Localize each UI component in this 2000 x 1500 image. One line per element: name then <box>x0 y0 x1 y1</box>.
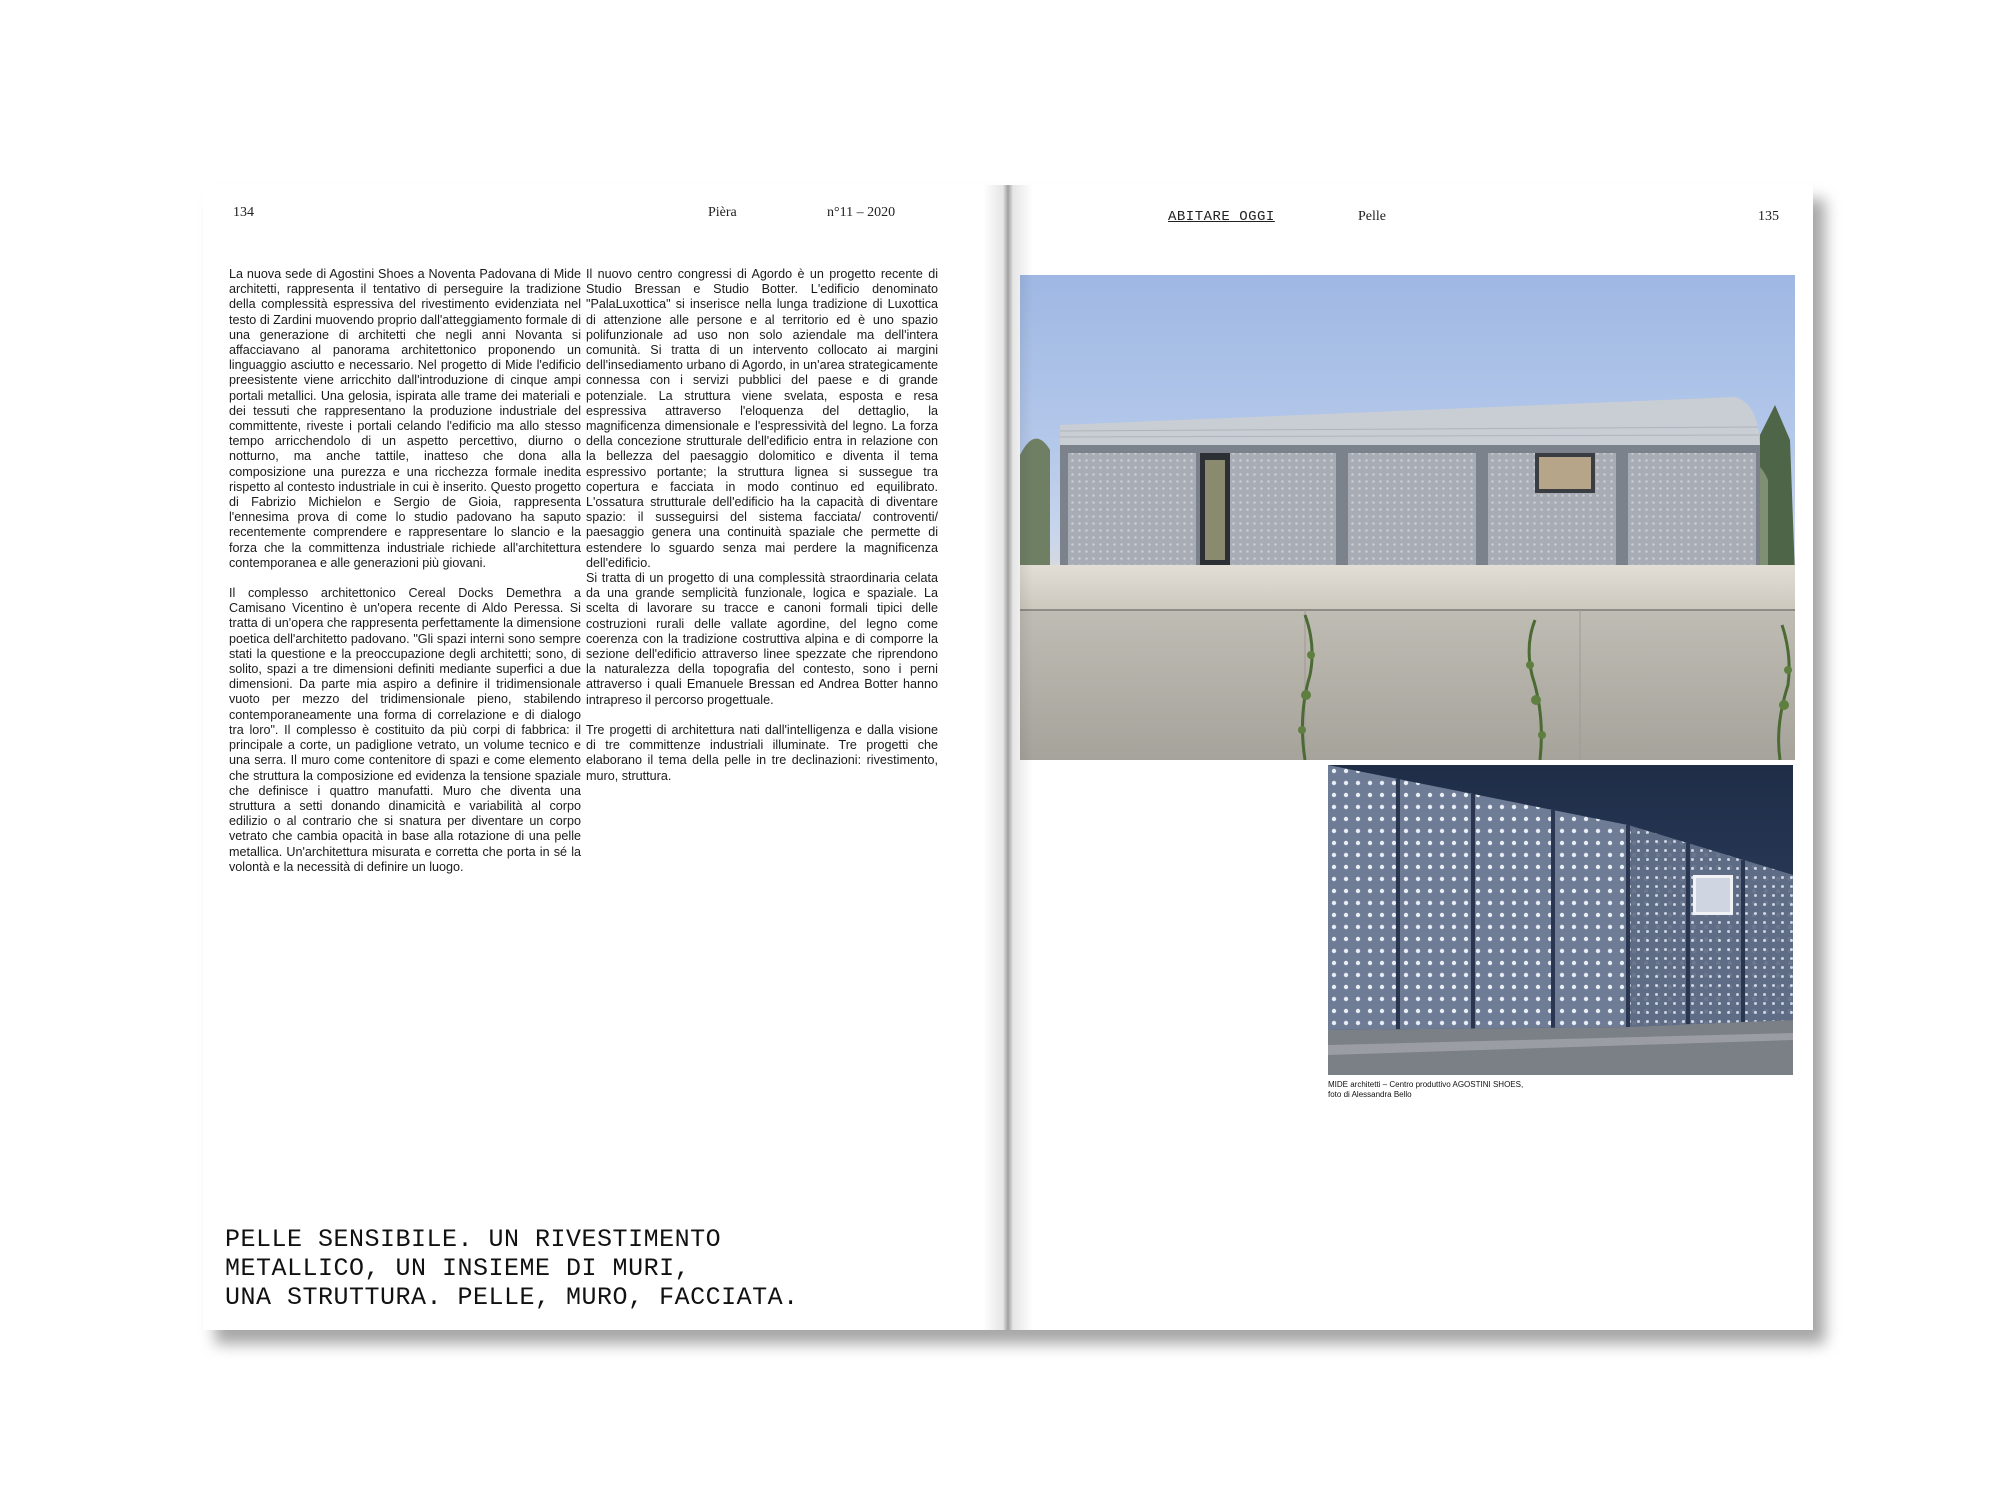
pull-quote-line: PELLE SENSIBILE. UN RIVESTIMENTO <box>225 1225 722 1254</box>
magazine-spread <box>203 185 1813 1330</box>
pull-quote-line: METALLICO, UN INSIEME DI MURI, <box>225 1254 691 1283</box>
pull-quote <box>225 1225 945 1312</box>
text-column-2 <box>586 267 938 799</box>
left-page <box>203 185 1008 1330</box>
text-column-1 <box>229 267 581 890</box>
building-photo-day <box>1020 275 1795 760</box>
paragraph-agordo: Il nuovo centro congressi di Agordo è un progetto recente di Studio Bressan e Studio Botter. L'edificio denominato "PalaLuxottica" si inserisce nella lunga tradizione di Luxottica di attenzione alle persone e al territorio ed è uno spazio polifunzionale ad uso non solo aziendale ma dell'intera comunità. Si tratta di un intervento collocato ai margini dell'insediamento urbano di Agordo, in un'area strategicamente connessa con i servizi pubblici del paese e di grande potenziale. La struttura viene svelata, esposta e resa espressiva attraverso l'eloquenza del dettaglio, la magnificenza dimensionale e l'espressività del legno. La forza della concezione strutturale dell'edificio entra in relazione con la bellezza del paesaggio dolomitico e diventa il tema espressivo portante; la struttura lignea si susseguе tra copertura e facciata in modo continuo ed equilibrato. L'ossatura strutturale dell'edificio ha la capacità di diventare spazio: il susseguirsi del sistema facciata/ controventi/ paesaggio genera una continuità spaziale che permette di estendere lo sguardo senza mai perdere la magnificenza dell'edificio. <box>586 267 938 570</box>
section-title: ABITARE OGGI <box>1168 209 1275 225</box>
caption-line: foto di Alessandra Bello <box>1328 1090 1412 1099</box>
building-photo-night <box>1328 765 1793 1075</box>
right-page <box>1008 185 1813 1330</box>
pull-quote-line: UNA STRUTTURA. PELLE, MURO, FACCIATA. <box>225 1283 799 1312</box>
paragraph-agostini: La nuova sede di Agostini Shoes a Noventa Padovana di Mide architetti, rappresenta il tentativo di perseguire la tradizione della complessità espressiva del rivestimento evidenziata nel testo di Zardini muovendo proprio dall'atteggiamento formale di una generazione di architetti che negli anni Novanta si affacciavano al panorama architettonico proponendo un linguaggio asciutto e necessario. Nel progetto di Mide l'edificio preesistente viene arricchito dall'introduzione di cinque ampi portali metallici. Una gelosia, ispirata alle trame dei materiali e dei tessuti che rappresentano la produzione industriale del committente, riveste i portali celando l'edificio ma allo stesso tempo arricchendolo di un aspetto percettivo, diurno o notturno, ma anche tattile, inatteso che dona alla composizione una purezza e una ricchezza formale inedita rispetto al contesto industriale in cui è inserito. Questo progetto di Fabrizio Michielon e Sergio de Gioia, rappresenta l'ennesima prova di come lo studio padovano ha saputo recentemente comprendere e rappresentare lo slancio e la forza che la committenza industriale richiede all'architettura contemporanea e alle generazioni più giovani. <box>229 267 581 570</box>
magazine-title: Pièra <box>708 205 737 220</box>
photo-caption <box>1328 1080 1628 1100</box>
page-number: 135 <box>1758 209 1779 224</box>
paragraph-cereal-docks: Il complesso architettonico Cereal Docks Demethra a Camisano Vicentino è un'opera recente di Aldo Peressa. Si tratta di un'opera che rappresenta perfettamente la dimensione poetica dell'architetto padovano. "Gli spazi interni sono sempre stati la questione e la preoccupazione degli architetti; sono, di solito, spazi a tre dimensioni definiti mediante superfici a due dimensioni. Da parte mia aspiro a definire il tridimensionale vuoto per mezzo del tridimensionale pieno, stabilendo contemporaneamente una forma di correlazione e di dialogo tra loro". Il complesso è costituito da più corpi di fabbrica: il principale a corte, un padiglione vetrato, un volume tecnico e una serra. Il muro come contenitore di spazi e come elemento che struttura la composizione ed evidenza la tensione spaziale che definisce i quattro manufatti. Muro che diventa una struttura a setti donando dinamicità e variabilità al corpo edilizio o al contrario che si snatura per diventare un corpo vetrato che cambia opacità in base alla rotazione di una pelle metallica. Un'architettura misurata e corretta che porta in sé la volontà e la necessità di definire un luogo. <box>229 586 581 874</box>
page-number: 134 <box>233 205 254 220</box>
building-illustration-day <box>1020 275 1795 760</box>
paragraph-summary: Tre progetti di architettura nati dall'intelligenza e dalla visione di tre committenze industriali illuminate. Tre progetti che elaborano il tema della pelle in tre declinazioni: rivestimento, muro, struttura. <box>586 722 938 783</box>
subsection-title: Pelle <box>1358 209 1386 224</box>
caption-line: MIDE architetti – Centro produttivo AGOSTINI SHOES, <box>1328 1080 1524 1089</box>
paragraph-complexity: Si tratta di un progetto di una complessità straordinaria celata da una grande semplicità funzionale, logica e spaziale. La scelta di lavorare su tracce e canoni formali tipici delle costruzioni rurali delle vallate agordine, del legno come coerenza con la tradizione costruttiva alpina e di comporre la sezione dell'edificio attraverso linee spezzate che riprendono la naturalezza della topografia del contesto, sono i perni attraverso i quali Emanuele Bressan ed Andrea Botter hanno intrapreso il percorso progettuale. <box>586 571 938 707</box>
issue-number: n°11 – 2020 <box>827 205 896 220</box>
perforated-facade-illustration <box>1328 765 1793 1075</box>
